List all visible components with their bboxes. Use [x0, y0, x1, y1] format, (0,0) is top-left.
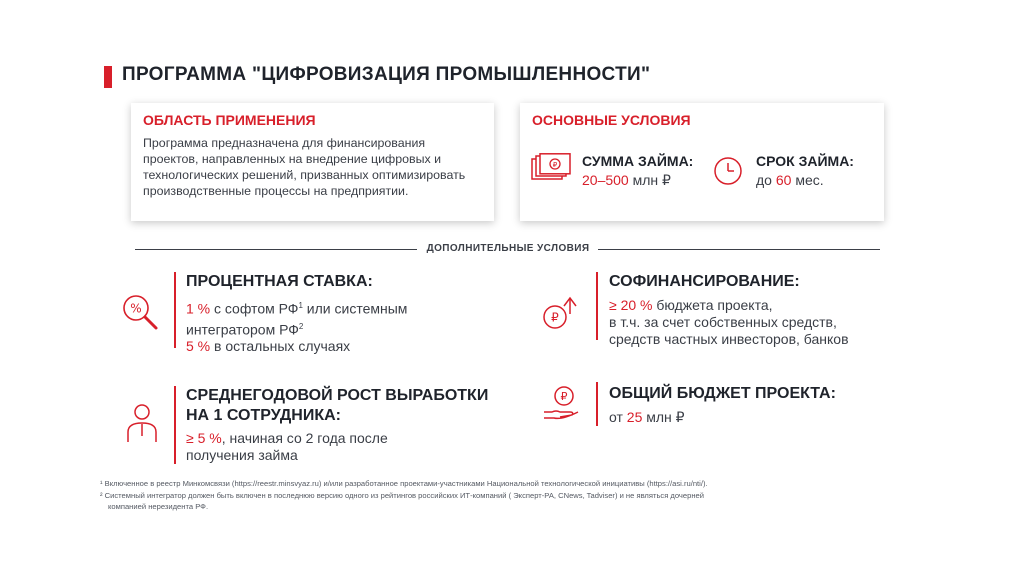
rate-line-3 — [186, 338, 407, 355]
loan-term-unit: мес. — [791, 172, 824, 188]
svg-text:₽: ₽ — [560, 390, 568, 403]
scope-line: Программа предназначена для финансирования — [143, 136, 426, 150]
productivity-line-1-text: , начиная со 2 года после — [221, 430, 388, 446]
productivity-line-2: получения займа — [186, 447, 298, 463]
rate-line-1 — [186, 297, 407, 318]
rate-heading: ПРОЦЕНТНАЯ СТАВКА: — [186, 273, 373, 290]
loan-amount-unit: млн ₽ — [628, 172, 671, 188]
footnote-1: ¹ Включенное в реестр Минкомсвязи (https://reestr.minsvyaz.ru) и/или разработанное проектами-участниками Национальной технологической инициативы (https://asi.ru/nti/). — [100, 479, 708, 488]
cofinancing-details — [609, 297, 849, 348]
budget-unit: млн ₽ — [642, 409, 685, 425]
clock-icon — [712, 155, 744, 187]
budget-prefix: от — [609, 409, 627, 425]
additional-conditions-label: ДОПОЛНИТЕЛЬНЫЕ УСЛОВИЯ — [426, 243, 590, 254]
title-accent-bar — [104, 66, 112, 88]
ruble-hand-icon — [542, 384, 582, 424]
cofinancing-accent-line — [596, 272, 598, 340]
rate-primary-value: 1 % — [186, 300, 211, 317]
svg-text:₽: ₽ — [552, 161, 558, 169]
scope-line: технологических решений, призванных оптимизировать — [143, 168, 466, 182]
budget-value: 25 — [626, 409, 643, 425]
budget-details — [609, 409, 685, 426]
productivity-value: ≥ 5 % — [186, 430, 222, 446]
scope-line: проектов, направленных на внедрение цифровых и — [143, 152, 442, 166]
rate-line-1-tail: или системным — [302, 300, 408, 317]
productivity-heading-line-2: НА 1 СОТРУДНИКА: — [186, 407, 341, 424]
footnote-2-continued: компанией нерезидента РФ. — [108, 502, 209, 511]
employee-icon — [124, 402, 160, 444]
scope-line: производственные процессы на предприятии. — [143, 184, 409, 198]
budget-accent-line — [596, 382, 598, 426]
rate-line-1-text: с софтом РФ — [210, 300, 299, 317]
page-title: ПРОГРАММА "ЦИФРОВИЗАЦИЯ ПРОМЫШЛЕННОСТИ" — [122, 64, 651, 85]
svg-text:%: % — [130, 301, 142, 316]
productivity-line-1 — [186, 430, 388, 447]
productivity-heading-line-1: СРЕДНЕГОДОВОЙ РОСТ ВЫРАБОТКИ — [186, 387, 489, 404]
productivity-details — [186, 430, 388, 464]
loan-term-value — [756, 172, 824, 188]
cofinancing-line-1 — [609, 297, 849, 314]
rate-line-2 — [186, 318, 407, 339]
divider-line-right — [598, 249, 880, 250]
productivity-accent-line — [174, 386, 176, 464]
loan-amount-label: СУММА ЗАЙМА: — [582, 153, 694, 169]
loan-term-number: 60 — [775, 172, 792, 188]
cofinancing-value: ≥ 20 % — [609, 297, 653, 313]
rate-accent-line — [174, 272, 176, 348]
scope-card — [131, 103, 494, 221]
loan-term-label: СРОК ЗАЙМА: — [756, 153, 854, 169]
cofinancing-line-2: в т.ч. за счет собственных средств, — [609, 314, 837, 330]
scope-heading: ОБЛАСТЬ ПРИМЕНЕНИЯ — [143, 112, 316, 128]
productivity-heading — [186, 386, 488, 426]
loan-term-prefix: до — [756, 172, 776, 188]
divider-line-left — [135, 249, 417, 250]
rate-line-2-text: интегратором РФ — [186, 321, 299, 338]
budget-heading: ОБЩИЙ БЮДЖЕТ ПРОЕКТА: — [609, 385, 836, 402]
conditions-heading: ОСНОВНЫЕ УСЛОВИЯ — [532, 112, 691, 128]
percent-magnifier-icon — [120, 292, 162, 332]
footnote-ref-2: 2 — [298, 321, 304, 331]
cofinancing-line-3: средств частных инвесторов, банков — [609, 331, 849, 347]
loan-amount-number: 20–500 — [582, 172, 629, 188]
footnote-2: ² Системный интегратор должен быть включен в последнюю версию одного из рейтингов российских ИТ-компаний ( Эксперт-РА, CNews, Tadviser) и не являться дочерней — [100, 491, 704, 500]
scope-description — [143, 135, 483, 199]
cofinancing-heading: СОФИНАНСИРОВАНИЕ: — [609, 273, 800, 290]
loan-amount-value — [582, 172, 671, 189]
rate-line-3-text: в остальных случаях — [210, 338, 351, 355]
conditions-card — [520, 103, 884, 221]
ruble-growth-icon — [540, 292, 582, 332]
rate-secondary-value: 5 % — [186, 338, 211, 355]
rate-details — [186, 297, 407, 355]
cofinancing-line-1-text: бюджета проекта, — [652, 297, 773, 313]
footnote-ref-1: 1 — [298, 301, 303, 310]
money-icon — [530, 153, 572, 185]
svg-text:₽: ₽ — [551, 310, 559, 325]
